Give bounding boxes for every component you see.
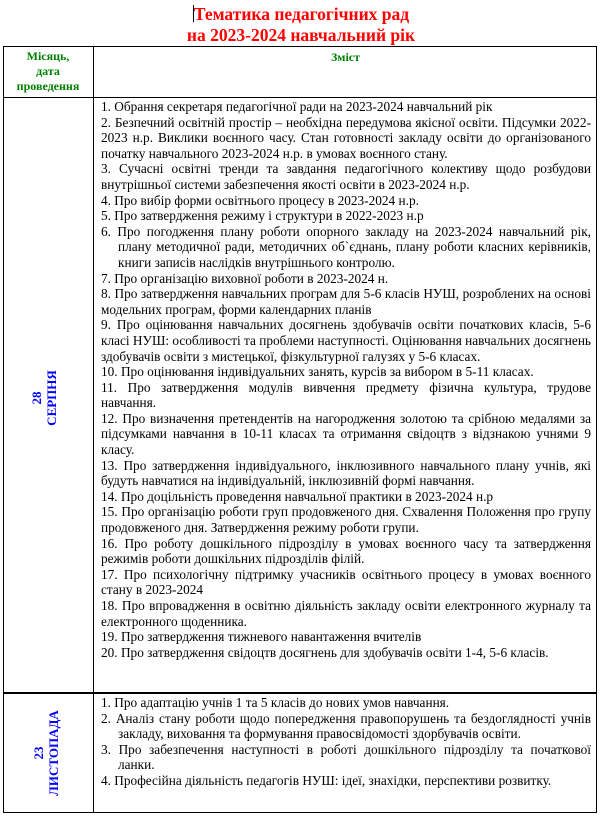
section-2-date-label — [31, 698, 65, 808]
section-2-content — [101, 695, 591, 789]
title-line-1: Тематика педагогічних рад — [193, 4, 410, 24]
list-item: 20. Про затвердження свідоцтв досягнень для здобувачів освіти 1-4, 5-6 класів. — [101, 644, 549, 660]
list-item: 6. Про погодження плану роботи опорного закладу на 2023-2024 навчальний рік, плану методичної ради, методичних об`єднань, плану роботи класних керівників, книги записів наслідків внутрішнього контролю. — [101, 223, 591, 270]
section-2-day: 23 — [31, 746, 46, 760]
header-date-line-1: Місяць, — [26, 49, 70, 63]
list-item: 17. Про психологічну підтримку учасників освітнього процесу в умовах воєнного стану в 2023-2024 — [101, 566, 591, 598]
section-1-day: 28 — [29, 391, 44, 405]
section-2-month: ЛИСТОПАДА — [46, 710, 61, 796]
list-item: 10. Про оцінювання індивідуальних занять, курсів за вибором в 5-11 класах. — [101, 364, 534, 380]
list-item: 1. Про адаптацію учнів 1 та 5 класів до нових умов навчання. — [101, 695, 450, 710]
list-item: 7. Про організацію виховної роботи в 2023-2024 н. — [101, 270, 389, 286]
list-item: 8. Про затвердження навчальних програм для 5-6 класів НУШ, розроблених на основі модельних програм, форми календарних планів — [101, 286, 591, 317]
header-date-column — [4, 49, 92, 94]
page-title — [0, 4, 602, 46]
list-item: 4. Про вибір форми освітнього процесу в 2023-2024 н.р. — [101, 192, 419, 208]
list-item: 3. Про забезпечення наступності в роботі дошкільного підрозділу та початкової ланки. — [101, 741, 591, 773]
list-item: 13. Про затвердження індивідуального, інклюзивного навчального плану учнів, які будуть навчатися на індивідуальній, інклюзивній формі навчання. — [101, 457, 591, 489]
list-item: 5. Про затвердження режиму і структури в 2022-2023 н.р — [101, 208, 424, 224]
section-1-date-label — [29, 348, 63, 448]
column-divider — [93, 46, 94, 813]
header-divider — [3, 97, 597, 98]
list-item: 2. Аналіз стану роботи щодо попередження правопорушень та бездоглядності учнів закладу, виховання та формування правосвідомості здорбувачів освіти. — [101, 710, 591, 742]
list-item: 15. Про організацію роботи груп продовженого дня. Схвалення Положення про групу продовженого дня. Затвердження режиму роботи групи. — [101, 504, 591, 536]
list-item: 3. Сучасні освітні тренди та завдання педагогічного колективу щодо розбудови внутрішньої системи забезпечення якості освіти в 2023-2024 н.р. — [101, 161, 591, 192]
list-item: 14. Про доцільність проведення навчальної практики в 2023-2024 н.р — [101, 488, 494, 504]
title-line-2: на 2023-2024 навчальний рік — [186, 25, 416, 45]
list-item: 18. Про впровадження в освітню діяльність закладу освіти електронного журналу та електронного щоденника. — [101, 598, 591, 629]
section-1-content — [101, 99, 591, 660]
list-item: 12. Про визначення претендентів на нагородження золотою та срібною медалями за підсумками навчання в 10-11 класах та отримання свідоцтв з відзнакою учнями 9 класу. — [101, 410, 591, 458]
list-item: 4. Професійна діяльність педагогів НУШ: ідеї, знахідки, перспективи розвитку. — [101, 772, 552, 788]
header-content-column: Зміст — [330, 50, 361, 64]
row-divider — [3, 692, 597, 694]
header-date-line-3: проведення — [16, 79, 80, 93]
list-item: 19. Про затвердження тижневого навантаження вчителів — [101, 629, 422, 645]
header-date-line-2: дата — [36, 64, 60, 78]
section-1-month: СЕРПНЯ — [44, 370, 59, 426]
list-item: 2. Безпечний освітній простір – необхідна передумова якісної освіти. Підсумки 2022-2023 н.р. Виклики воєнного часу. Стан готовності закладу освіти до організованого початку навчального 2023-2024 н.р. в умовах воєнного стану. — [101, 114, 591, 161]
list-item: 11. Про затвердження модулів вивчення предмету фізична культура, трудове навчання. — [101, 379, 591, 411]
list-item: 9. Про оцінювання навчальних досягнень здобувачів освіти початкових класів, 5-6 класі НУШ: особливості та проблеми наступності. Оцінювання навчальних досягнень здобувачів освіти з мистецької, фізкультурної галузях у 5-6 класах. — [101, 317, 591, 364]
list-item: 16. Про роботу дошкільного підрозділу в умовах воєнного часу та затвердження режимів роботи дошкільних підрозділів філій. — [101, 535, 591, 567]
list-item: 1. Обрання секретаря педагогічної ради на 2023-2024 навчальний рік — [101, 99, 493, 114]
